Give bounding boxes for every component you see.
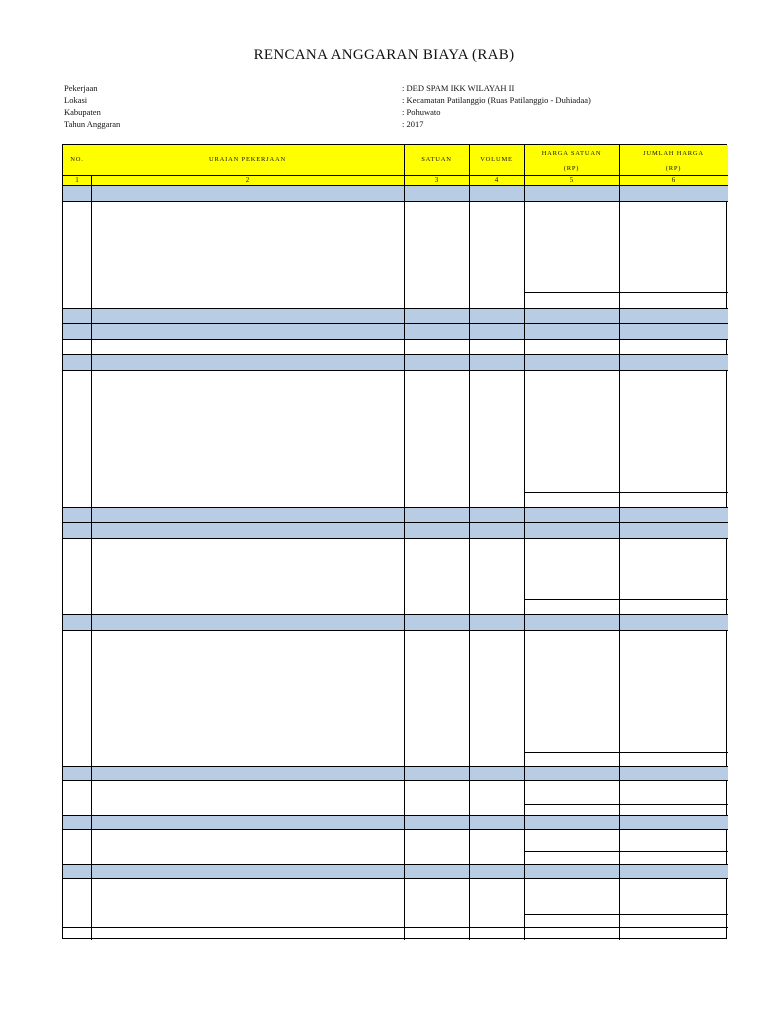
section-header (63, 815, 728, 829)
section-header (63, 308, 728, 323)
section-header (63, 507, 728, 522)
row-divider (524, 851, 728, 852)
info-value: : 2017 (402, 119, 424, 129)
column-divider (524, 145, 525, 940)
section-header (63, 522, 728, 538)
header-cell: (RP) (665, 165, 682, 172)
column-number: 3 (434, 176, 439, 184)
row-divider (63, 614, 728, 615)
info-label: Tahun Anggaran (64, 119, 121, 129)
header-cell: VOLUME (480, 156, 513, 163)
header-cell: JUMLAH HARGA (643, 150, 704, 157)
section-header (63, 323, 728, 339)
row-divider (63, 878, 728, 879)
row-divider (524, 914, 728, 915)
info-value: : Kecamatan Patilanggio (Ruas Patilanggio - Duhiadaa) (402, 95, 591, 105)
column-number: 1 (75, 176, 79, 184)
row-divider (63, 829, 728, 830)
column-divider (619, 145, 620, 940)
header-cell: NO. (70, 156, 84, 163)
section-header (63, 354, 728, 370)
rab-table (62, 144, 727, 939)
header-cell: HARGA SATUAN (541, 150, 602, 157)
row-divider (63, 185, 728, 186)
column-divider (91, 175, 92, 940)
row-divider (524, 804, 728, 805)
row-divider (63, 538, 728, 539)
header-cell: (RP) (563, 165, 580, 172)
section-header (63, 185, 728, 201)
header-cell: URAIAN PEKERJAAN (209, 156, 286, 163)
row-divider (63, 354, 728, 355)
row-divider (63, 339, 728, 340)
row-divider (63, 370, 728, 371)
row-divider (63, 927, 728, 928)
info-label: Pekerjaan (64, 83, 98, 93)
row-divider (524, 599, 728, 600)
row-divider (63, 522, 728, 523)
column-divider (469, 145, 470, 940)
row-divider (63, 201, 728, 202)
header-cell: SATUAN (421, 156, 452, 163)
section-header (63, 766, 728, 780)
row-divider (63, 507, 728, 508)
row-divider (63, 175, 728, 176)
column-number: 2 (245, 176, 250, 184)
column-divider (404, 145, 405, 940)
row-divider (63, 323, 728, 324)
row-divider (63, 864, 728, 865)
section-header (63, 614, 728, 630)
row-divider (63, 630, 728, 631)
document-title: RENCANA ANGGARAN BIAYA (RAB) (253, 47, 515, 63)
row-divider (524, 752, 728, 753)
info-value: : Pohuwato (402, 107, 441, 117)
row-divider (63, 815, 728, 816)
column-number: 4 (494, 176, 499, 184)
section-header (63, 864, 728, 878)
info-label: Lokasi (64, 95, 88, 105)
info-value: : DED SPAM IKK WILAYAH II (402, 83, 515, 93)
row-divider (63, 308, 728, 309)
info-label: Kabupaten (64, 107, 101, 117)
row-divider (63, 780, 728, 781)
row-divider (524, 292, 728, 293)
column-number: 6 (671, 176, 676, 184)
column-number: 5 (569, 176, 574, 184)
row-divider (524, 492, 728, 493)
row-divider (63, 766, 728, 767)
